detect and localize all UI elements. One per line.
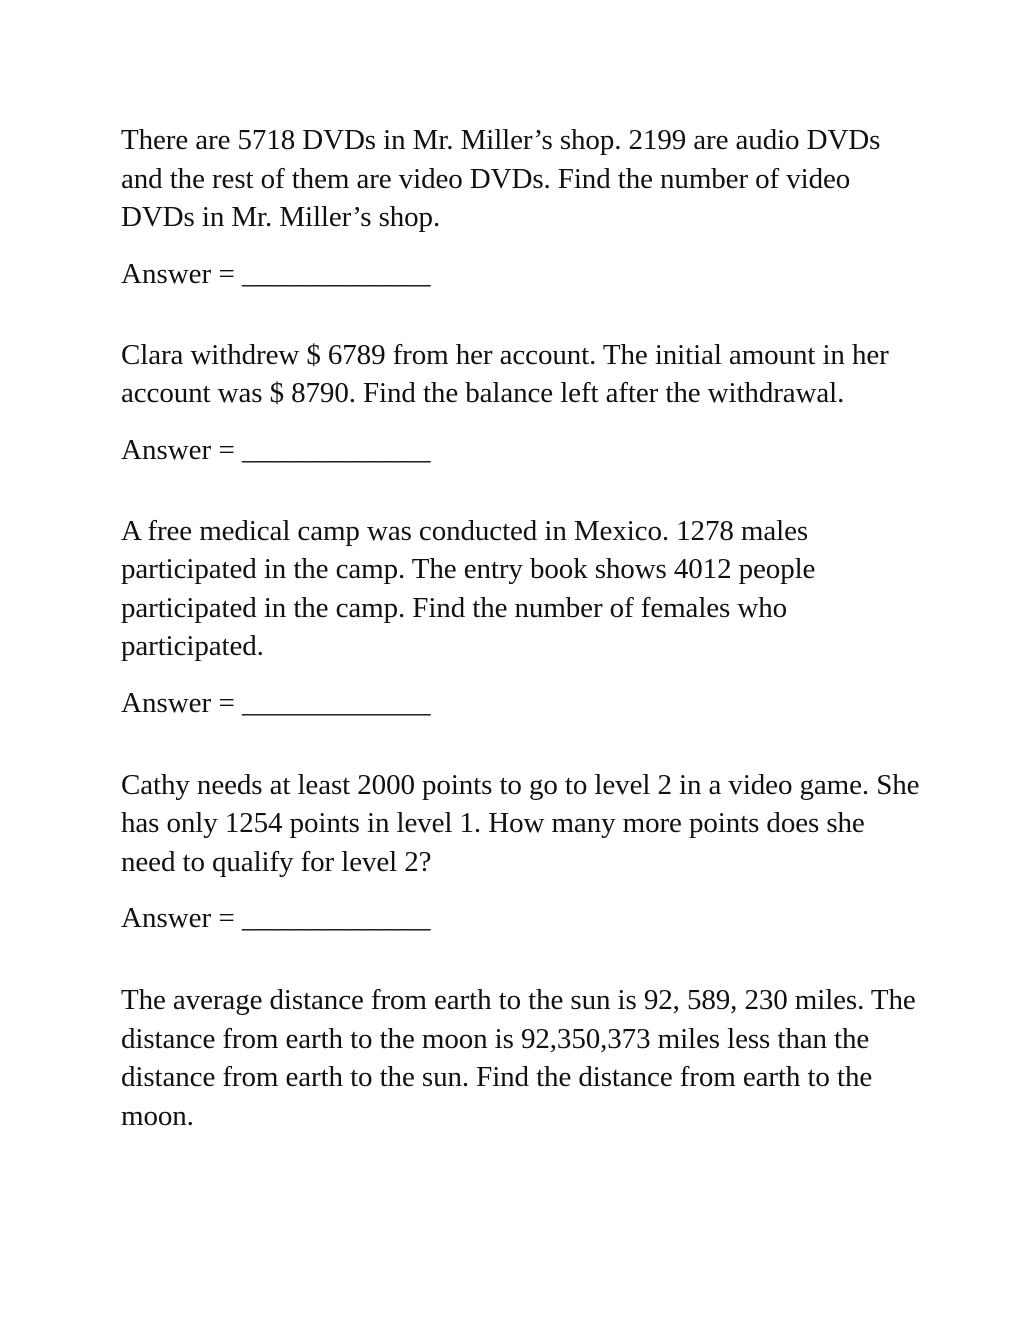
answer-line: Answer = _____________ bbox=[121, 257, 431, 290]
spacer bbox=[121, 469, 921, 512]
answer-line: Answer = _____________ bbox=[121, 433, 431, 466]
question-2 bbox=[121, 336, 921, 469]
question-4 bbox=[121, 766, 921, 938]
question-text: The average distance from earth to the sun is 92, 589, 230 miles. The distance from earth to the moon is 92,350,373 miles less than the distance from earth to the sun. Find the distance from earth to the moon. bbox=[121, 984, 916, 1132]
question-3 bbox=[121, 512, 921, 722]
question-text: A free medical camp was conducted in Mexico. 1278 males participated in the camp. The entry book shows 4012 people participated in the camp. Find the number of females who participated. bbox=[121, 514, 816, 662]
answer-line: Answer = _____________ bbox=[121, 686, 431, 719]
spacer bbox=[121, 293, 921, 336]
question-text: Clara withdrew $ 6789 from her account. The initial amount in her account was $ 8790. Find the balance left after the withdrawal. bbox=[121, 338, 889, 409]
question-text: Cathy needs at least 2000 points to go to level 2 in a video game. She has only 1254 points in level 1. How many more points does she need to qualify for level 2? bbox=[121, 768, 920, 878]
spacer bbox=[121, 722, 921, 766]
question-text: There are 5718 DVDs in Mr. Miller’s shop. 2199 are audio DVDs and the rest of them are video DVDs. Find the number of video DVDs in Mr. Miller’s shop. bbox=[121, 124, 881, 233]
question-5 bbox=[121, 981, 921, 1135]
spacer bbox=[121, 937, 921, 981]
question-1 bbox=[121, 121, 921, 293]
answer-line: Answer = _____________ bbox=[121, 902, 431, 934]
worksheet-page bbox=[121, 121, 921, 1135]
